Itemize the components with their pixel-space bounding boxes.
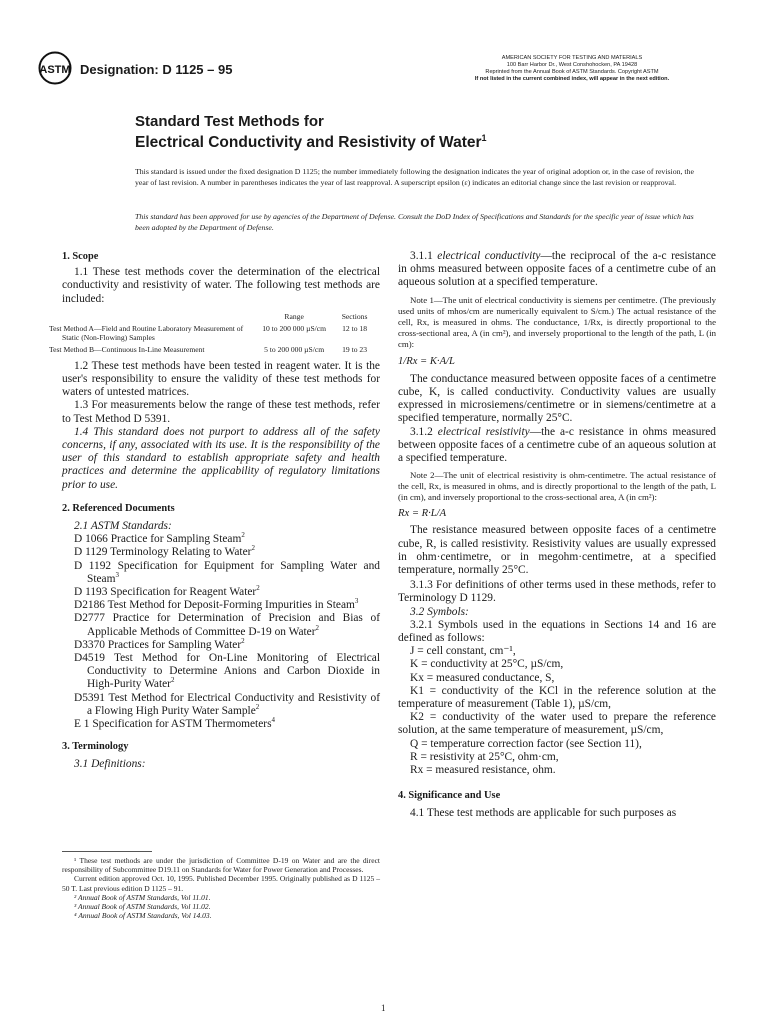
symbol-item: K = conductivity at 25°C, µS/cm, (410, 658, 564, 671)
publisher-line: If not listed in the current combined index, will appear in the next edition. (474, 76, 670, 82)
title-main: Electrical Conductivity and Resistivity of Water (135, 134, 482, 151)
symbol-item: Q = temperature correction factor (see Section 11), (410, 737, 642, 750)
symbol-item: J = cell constant, cm⁻¹, (410, 645, 516, 658)
paragraph-4-1: 4.1 These test methods are applicable for such purposes as (410, 806, 677, 819)
paragraph-3-2: 3.2 Symbols: (410, 605, 469, 618)
publisher-line: AMERICAN SOCIETY FOR TESTING AND MATERIALS (501, 55, 643, 61)
defense-notice: This standard has been approved for use by agencies of the Department of Defense. Consult the DoD Index of Specifications and Standards for the specific year of issue which has been adopted by the Department of Defense. (135, 212, 694, 232)
left-column (49, 250, 380, 771)
reference-footnote-ref: 2 (256, 584, 260, 593)
reference-list (62, 533, 380, 731)
method-sections: 12 to 18 (342, 323, 367, 333)
table-header-cell: Range (284, 311, 304, 321)
formula-2: Rx = R·L/A (398, 508, 447, 520)
reference-item (74, 718, 380, 731)
symbol-item: Rx = measured resistance, ohm. (410, 764, 556, 777)
publisher-info (442, 55, 702, 83)
publisher-line: 100 Barr Harbor Dr., West Conshohocken, PA 19428 (506, 62, 638, 68)
logo-text: ASTM (39, 64, 71, 76)
page-number: 1 (381, 1003, 386, 1013)
reference-text: D 1129 Terminology Relating to Water (74, 546, 252, 559)
reference-text: D2777 Practice for Determination of Precision and Bias of Applicable Methods of Committee D-19 on Water (74, 612, 380, 638)
note-1: Note 1—The unit of electrical conductivity is siemens per centimetre. (The previously used units of mhos/cm are numerically equivalent to S/cm.) The actual resistance of the cell, Rx, is measured in ohms. The conductance, 1/Rx, is directly proportional to the cross-sectional area, A (in cm²), and inversely proportional to the length of the path, L (in cm): (398, 294, 716, 349)
method-range: 5 to 200 000 µS/cm (264, 344, 325, 354)
note-2: Note 2—The unit of electrical resistivity is ohm-centimetre. The actual resistance of the cell, Rx, is measured in ohms, and is directly proportional to the length of the path, L (in cm), and inversely proportional to the cross-sectional area, A (in cm²): (398, 470, 716, 503)
section-heading-terminology: 3. Terminology (62, 741, 129, 753)
paragraph-3-1-1 (398, 250, 716, 290)
reference-footnote-ref: 4 (271, 716, 276, 725)
reference-footnote-ref: 2 (315, 623, 320, 632)
method-range: 10 to 200 000 µS/cm (262, 323, 327, 333)
reference-item (74, 692, 380, 718)
reference-text: D2186 Test Method for Deposit-Forming Impurities in Steam (74, 599, 355, 612)
paragraph-3-1-2 (398, 426, 716, 466)
reference-text: D 1192 Specification for Equipment for Sampling Water and Steam (74, 559, 380, 585)
reference-footnote-ref: 2 (241, 531, 245, 540)
astm-logo (38, 50, 72, 86)
defined-term: electrical conductivity (437, 250, 541, 262)
clause-number: 3.1.2 (410, 425, 433, 438)
title-footnote-ref: 1 (481, 132, 487, 143)
footnote: ⁴ Annual Book of ASTM Standards, Vol 14.03. (74, 911, 212, 921)
footnote-divider (62, 851, 152, 852)
definition-text: —the reciprocal of the a-c resistance in ohms measured between opposite faces of a centimetre cube of an aqueous solution at a specified temperature. (398, 250, 716, 289)
reference-item (74, 586, 380, 599)
reference-item (74, 533, 380, 546)
right-column (398, 250, 716, 820)
title-line-2 (135, 133, 487, 153)
reference-item (74, 612, 380, 638)
paragraph-1-2: 1.2 These test methods have been tested in reagent water. It is the user's responsibility to ensure the validity of these test methods for waters of untested matrices. (62, 359, 380, 399)
section-heading-scope: 1. Scope (62, 251, 99, 262)
issue-notice: This standard is issued under the fixed designation D 1125; the number immediately following the designation indicates the year of original adoption or, in the case of revision, the year of last revision. A number in parentheses indicates the year of last reapproval. A superscript epsilon (ε) indicates an editorial change since the last revision or reapproval. (135, 167, 694, 187)
paragraph-1-3: 1.3 For measurements below the range of these test methods, refer to Test Method D 5391. (62, 399, 380, 425)
reference-footnote-ref: 2 (255, 703, 260, 712)
reference-footnote-ref: 2 (241, 637, 245, 646)
table-header-row (62, 312, 380, 321)
defined-term: electrical resistivity (437, 425, 530, 438)
table-row (62, 344, 380, 354)
reference-text: D4519 Test Method for On-Line Monitoring of Electrical Conductivity to Determine Anions and Carbon Dioxide in High-Purity Water (74, 652, 380, 691)
paragraph-3-2-1: 3.2.1 Symbols used in the equations in Sections 14 and 16 are defined as follows: (398, 618, 716, 645)
reference-text: D 1193 Specification for Reagent Water (74, 586, 257, 599)
reference-text: E 1 Specification for ASTM Thermometers (74, 718, 272, 731)
reference-footnote-ref: 2 (170, 676, 175, 685)
table-row (62, 321, 380, 344)
publisher-line: Reprinted from the Annual Book of ASTM Standards. Copyright ASTM (485, 69, 659, 75)
reference-text: D 1066 Practice for Sampling Steam (74, 533, 242, 546)
footnote: ² Annual Book of ASTM Standards, Vol 11.01. (74, 892, 211, 902)
symbol-item: R = resistivity at 25°C, ohm·cm, (410, 750, 559, 763)
reference-footnote-ref: 3 (354, 597, 359, 606)
definitions-subheading: 3.1 Definitions: (74, 757, 146, 770)
method-name: Test Method B—Continuous In-Line Measurement (49, 344, 205, 354)
reference-item (74, 652, 380, 692)
reference-text: D3370 Practices for Sampling Water (74, 638, 242, 651)
footnotes (62, 856, 380, 920)
clause-number: 3.1.1 (410, 250, 433, 262)
method-name: Test Method A—Field and Routine Laboratory Measurement of Static (Non-Flowing) Samples (49, 323, 244, 342)
paragraph-conductance: The conductance measured between opposite faces of a centimetre cube, K, is called conductivity. Conductivity values are usually expressed in microsiemens/centimetre or in siemens/centimetre at a specified temperature, normally 25°C. (398, 372, 716, 425)
formula-1: 1/Rx = K·A/L (398, 355, 455, 367)
paragraph-1-4: 1.4 This standard does not purport to address all of the safety concerns, if any, associated with its use. It is the responsibility of the user of this standard to establish appropriate safety and health practices and determine the applicability of regulatory limitations prior to use. (62, 425, 380, 491)
paragraph-resistance: The resistance measured between opposite faces of a centimetre cube, R, is called resistivity. Resistivity values are usually expressed in ohm·centimetre, or in megohm·centimetre, at a specified temperature, normally 25°C. (398, 524, 716, 577)
method-sections: 19 to 23 (342, 344, 367, 354)
definition-text: —the a-c resistance in ohms measured between opposite faces of a centimetre cube of an aqueous solution at a specified temperature. (398, 425, 717, 465)
symbol-item: K2 = conductivity of the water used to prepare the reference solution, at the same temperature of measurement, µS/cm, (398, 711, 716, 737)
subheading-astm-standards: 2.1 ASTM Standards: (74, 520, 172, 533)
symbol-list (398, 645, 716, 777)
reference-item (74, 599, 380, 612)
paragraph-3-1-3: 3.1.3 For definitions of other terms used in these methods, refer to Terminology D 1129. (398, 579, 716, 605)
symbol-item: Kx = measured conductance, S, (410, 671, 555, 684)
footnote: Current edition approved Oct. 10, 1995. Published December 1995. Originally published as D 1125 – 50 T. Last previous edition D 1125 – 91. (62, 874, 380, 893)
footnote: ³ Annual Book of ASTM Standards, Vol 11.02. (74, 902, 211, 912)
reference-item (74, 560, 380, 586)
reference-footnote-ref: 2 (251, 544, 255, 553)
table-header-cell (62, 312, 259, 321)
section-heading-referenced: 2. Referenced Documents (62, 502, 175, 514)
symbol-item: K1 = conductivity of the KCl in the reference solution at the temperature of measurement (Table 1), µS/cm, (398, 684, 716, 711)
footnote: ¹ These test methods are under the jurisdiction of Committee D-19 on Water and are the direct responsibility of Subcommittee D19.11 on Standards for Water for Power Generation and Processes. (62, 856, 380, 875)
reference-text: D5391 Test Method for Electrical Conductivity and Resistivity of a Flowing High Purity Water Sample (74, 691, 380, 717)
reference-item (74, 546, 380, 559)
title-line-1: Standard Test Methods for (135, 113, 324, 130)
title-block (135, 113, 487, 153)
reference-footnote-ref: 3 (115, 571, 119, 580)
section-heading-significance: 4. Significance and Use (398, 790, 501, 802)
paragraph-1-1: 1.1 These test methods cover the determination of the electrical conductivity and resistivity of water. The following test methods are included: (62, 266, 380, 305)
reference-item (74, 639, 380, 652)
methods-table (49, 311, 380, 354)
designation: Designation: D 1125 – 95 (80, 62, 233, 77)
table-header-cell: Sections (341, 311, 368, 321)
